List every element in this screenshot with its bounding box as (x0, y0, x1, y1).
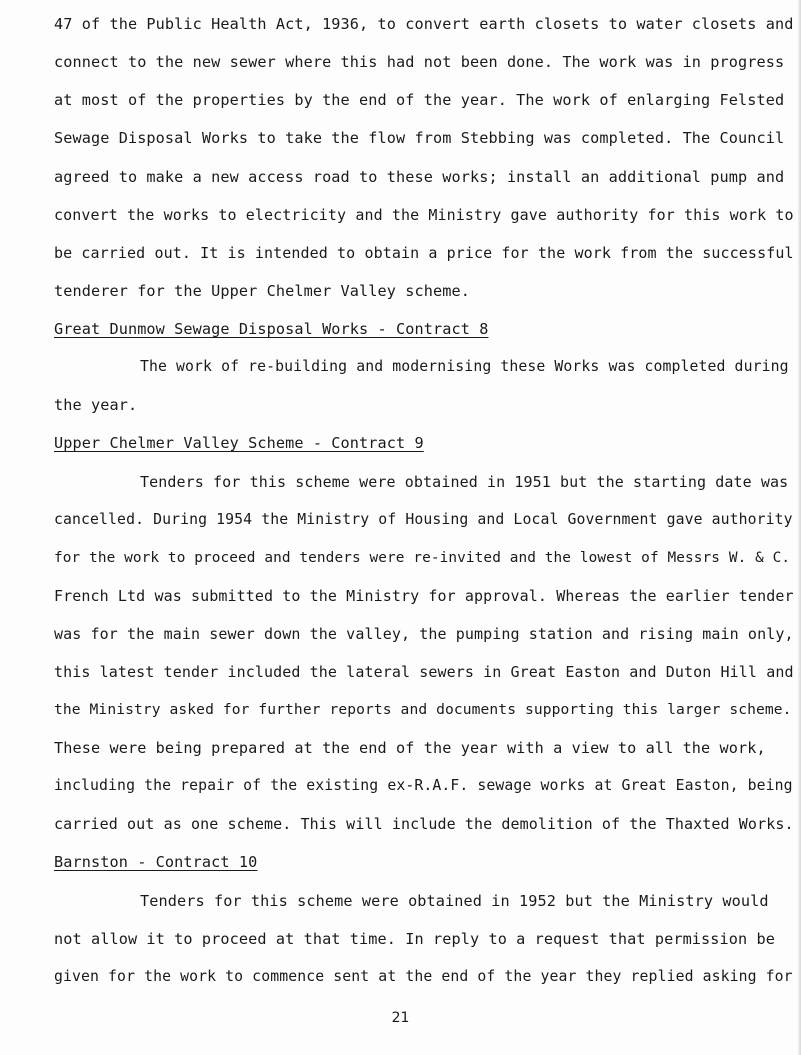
paragraph-line: French Ltd was submitted to the Ministry for approval. Whereas the earlier tender (54, 587, 794, 605)
paragraph-line: cancelled. During 1954 the Ministry of Housing and Local Government gave authority (54, 511, 793, 528)
paragraph-line: Sewage Disposal Works to take the flow from Stebbing was completed. The Council (54, 129, 785, 147)
paragraph-line: Tenders for this scheme were obtained in 1951 but the starting date was (140, 473, 789, 491)
paragraph-line: tenderer for the Upper Chelmer Valley scheme. (54, 282, 470, 300)
paragraph-line: 47 of the Public Health Act, 1936, to convert earth closets to water closets and (54, 15, 794, 33)
paragraph-line: carried out as one scheme. This will include the demolition of the Thaxted Works. (54, 815, 794, 833)
paragraph-line: at most of the properties by the end of the year. The work of enlarging Felsted (54, 91, 785, 109)
paragraph-line: given for the work to commence sent at the end of the year they replied asking for (54, 968, 793, 985)
paragraph-line: the year. (54, 396, 138, 414)
paragraph-line: Tenders for this scheme were obtained in 1952 but the Ministry would (140, 892, 769, 910)
paragraph-line: connect to the new sewer where this had not been done. The work was in progress (54, 53, 785, 71)
paragraph-line: The work of re-building and modernising these Works was completed during (140, 358, 789, 375)
section-heading-great-dunmow: Great Dunmow Sewage Disposal Works - Contract 8 (54, 320, 489, 338)
paragraph-line: These were being prepared at the end of the year with a view to all the work, (54, 739, 766, 757)
paragraph-line: for the work to proceed and tenders were re-invited and the lowest of Messrs W. & C. (54, 550, 791, 566)
paragraph-line: not allow it to proceed at that time. In reply to a request that permission be (54, 930, 776, 948)
section-heading-barnston: Barnston - Contract 10 (54, 853, 258, 871)
paragraph-line: was for the main sewer down the valley, the pumping station and rising main only, (54, 625, 794, 643)
paragraph-line: this latest tender included the lateral sewers in Great Easton and Duton Hill and (54, 663, 794, 681)
paragraph-line: the Ministry asked for further reports and documents supporting this larger scheme. (54, 701, 792, 718)
paragraph-line: be carried out. It is intended to obtain a price for the work from the successful (54, 244, 794, 262)
section-heading-upper-chelmer: Upper Chelmer Valley Scheme - Contract 9 (54, 434, 424, 452)
page-number: 21 (391, 1010, 410, 1026)
paragraph-line: agreed to make a new access road to these works; install an additional pump and (54, 168, 785, 186)
paragraph-line: including the repair of the existing ex-R.A.F. sewage works at Great Easton, being (54, 777, 793, 794)
paragraph-line: convert the works to electricity and the Ministry gave authority for this work to (54, 206, 794, 224)
